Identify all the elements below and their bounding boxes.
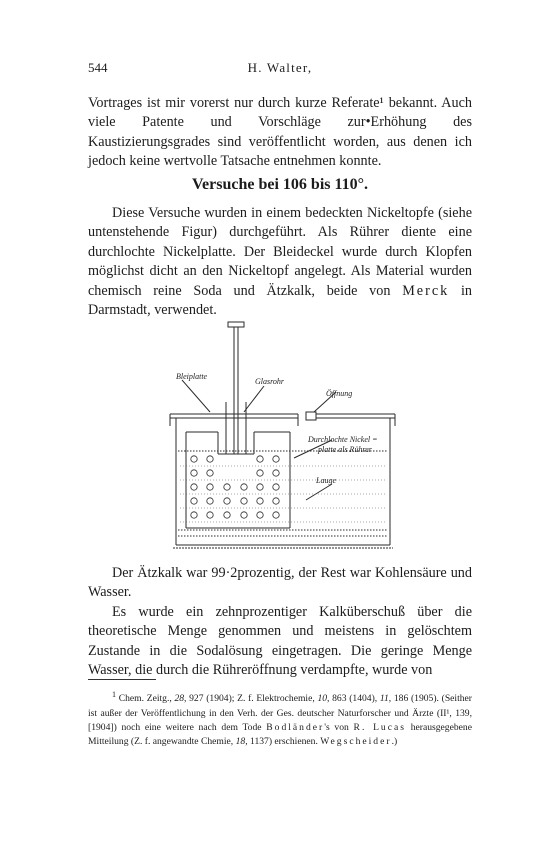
footnote-name: Bodländer — [266, 722, 325, 733]
label-nickel-line2: platte als Rührer — [318, 445, 372, 454]
footnote-volume: 18 — [235, 736, 246, 748]
footnote-part: , 1137) erschienen. — [245, 736, 321, 748]
footnote-name: R. Lucas — [353, 722, 406, 733]
section-heading: Versuche bei 106 bis 110°. — [191, 176, 369, 193]
stirrer-handle — [228, 322, 244, 327]
paragraph-1-text: Vortrages ist mir vorerst nur durch kurze Referate¹ bekannt. Auch viele Patente und Vorschläge zur•Erhöhung des Kaustizierungsgrades sind veröffentlicht worden, aus denen ich jedoch keine wertvolle Tatsache entnehmen konnte. — [88, 95, 472, 170]
footnote-volume: 10 — [317, 693, 328, 705]
paragraph-3 — [88, 564, 472, 680]
footnote-part: herausgegebene Mitteilung (Z. f. angewandte Chemie, — [88, 722, 472, 748]
footnote-rule — [88, 679, 156, 680]
paragraph-2-text — [88, 204, 472, 320]
footnote — [88, 688, 472, 750]
footnote-volume: 28 — [174, 693, 185, 705]
apparatus-figure — [160, 318, 410, 550]
paragraph-2-after: in Darmstadt, verwendet. — [88, 282, 472, 319]
footnote-part: , 927 (1904); Z. f. Elektrochemie, — [184, 693, 318, 705]
label-nickel-line1: Durchlochte Nickel = — [308, 435, 378, 444]
paragraph-3-line2: Es wurde ein zehnprozentiger Kalküberschuß über die theoretische Menge genommen und meistens in gelöschtem Zustande in die Sodalösung eingetragen. Die geringe Menge Wasser, die durch die Rühreröffnung verdampfte, wurde von — [88, 603, 472, 679]
label-offnung: Öffnung — [326, 389, 353, 398]
page-header — [88, 60, 472, 78]
footnote-part: , 863 (1404), — [327, 693, 380, 705]
label-glasrohr: Glasrohr — [255, 377, 285, 386]
opening-plug — [306, 412, 316, 420]
footnote-volume: 11 — [379, 693, 389, 705]
footnote-text — [88, 688, 472, 750]
paragraph-3-line1: Der Ätzkalk war 99·2prozentig, der Rest war Kohlensäure und Wasser. — [88, 565, 472, 601]
page-number: 544 — [88, 60, 108, 75]
footnote-marker: 1 — [112, 690, 116, 699]
author-name-merck: Merck — [402, 282, 450, 299]
label-bleiplatte: Bleiplatte — [176, 372, 208, 381]
paragraph-2-before: Diese Versuche wurden in einem bedeckten Nickeltopfe (siehe untenstehende Figur) durchgeführt. Als Rührer diente eine durchlochte Nickelplatte. Der Bleideckel wurde durch Klopfen möglichst dicht an den Nickeltopf angelegt. Als Material wurden chemisch reine Soda und Ätzkalk, beide von — [88, 205, 472, 299]
footnote-part: , 186 (1905). (Seither ist außer der Veröffentlichung in den Verh. der Ges. deutscher Naturforscher und Ärzte (II¹, 139, [1904]) noch eine weitere nach dem Tode — [88, 693, 472, 733]
paragraph-1 — [88, 94, 472, 172]
footnote-part: .) — [391, 736, 398, 748]
footnote-name: Wegscheider — [320, 736, 392, 748]
label-lauge: Lauge — [316, 476, 336, 485]
footnote-part: Chem. Zeitg., — [118, 693, 175, 705]
apparatus-diagram — [160, 318, 410, 550]
running-head: H. Walter, — [247, 60, 313, 75]
paragraph-2 — [88, 204, 472, 320]
footnote-part: 's von — [324, 722, 354, 733]
